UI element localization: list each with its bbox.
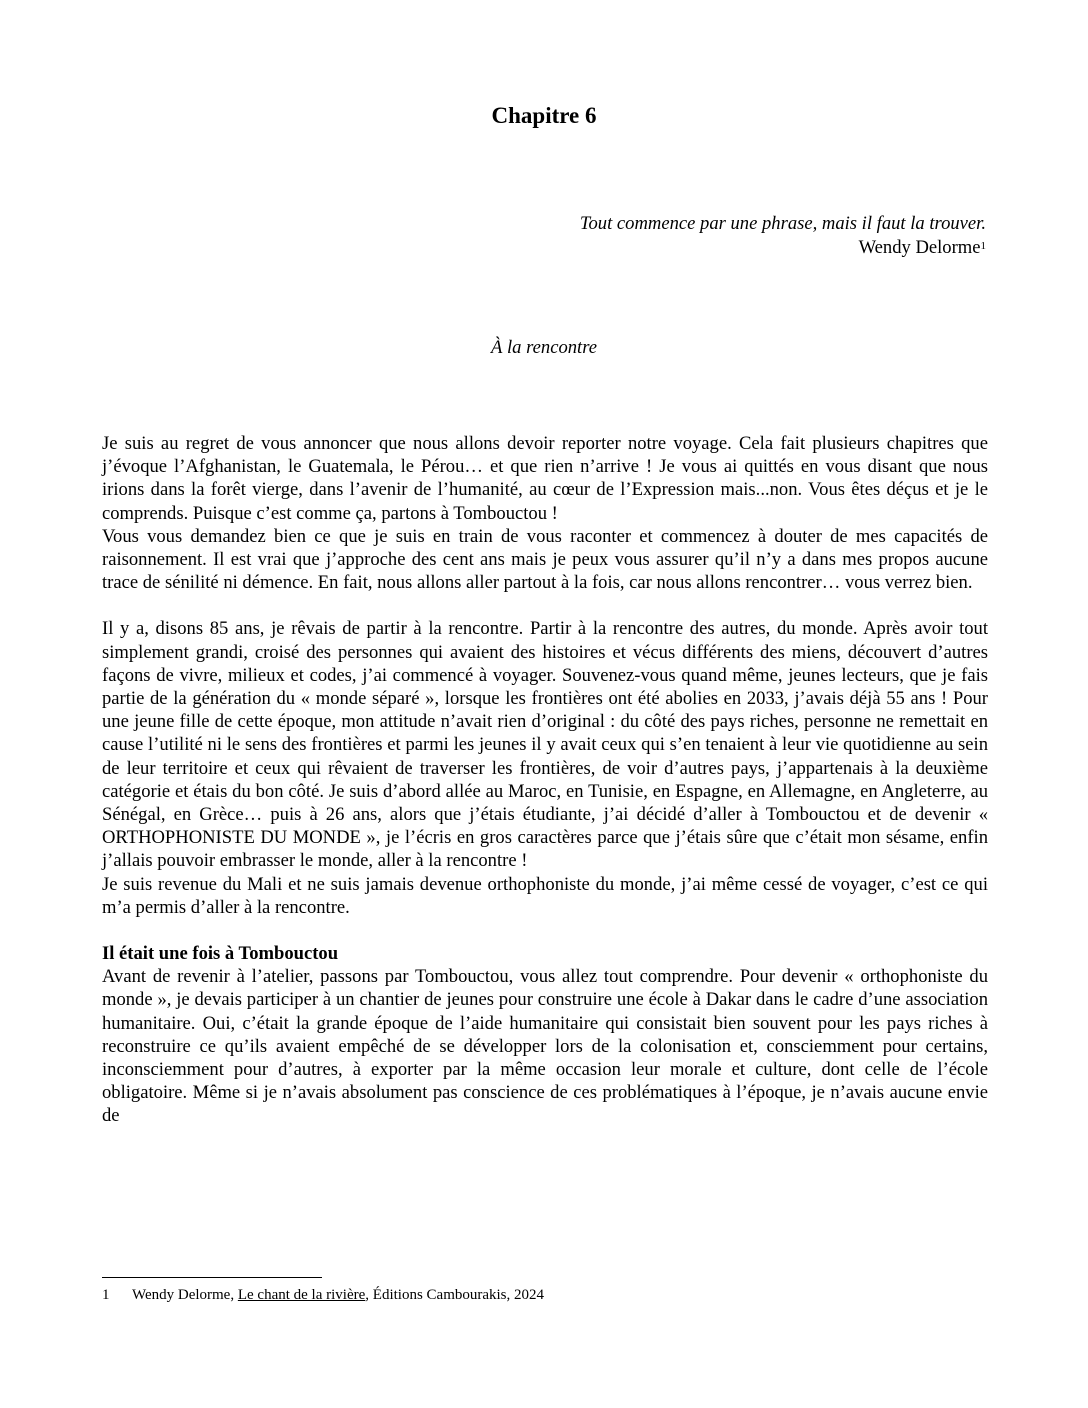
epigraph-quote: Tout commence par une phrase, mais il faut la trouver. <box>579 213 986 234</box>
footnote-author: Wendy Delorme, <box>132 1287 238 1303</box>
paragraph: Avant de revenir à l’atelier, passons par Tombouctou, vous allez tout comprendre. Pour devenir « orthophoniste du monde », je devais participer à un chantier de jeunes pour construire une école à Dakar dans le cadre d’une association humanitaire. Oui, c’était la grande époque de l’aide humanitaire qui consistait bien souvent pour les pays riches à reconstruire ce qu’ils avaient empêché de se développer lors de la colonisation et, consciemment pour certains, inconsciemment pour d’autres, à exporter par la même occasion leur morale et culture, dont celle de l’école obligatoire. Même si je n’avais absolument pas conscience de ces problématiques à l’époque, je n’avais aucune envie de <box>102 966 988 1127</box>
section-title: À la rencontre <box>490 337 598 358</box>
footnote <box>102 1286 988 1304</box>
chapter-title: Chapitre 6 <box>491 103 597 128</box>
footnote-book-title: Le chant de la rivière <box>237 1287 366 1303</box>
epigraph-author: Wendy Delorme <box>858 237 981 258</box>
paragraph: Vous vous demandez bien ce que je suis en train de vous raconter et commencez à douter de mes capacités de raisonnement. Il est vrai que j’approche des cent ans mais je peux vous assurer qu’il n’y a dans mes propos aucune trace de sénilité ni démence. En fait, nous allons aller partout à la fois, car nous allons rencontrer… vous verrez bien. <box>102 525 988 594</box>
footnote-separator <box>102 1277 322 1278</box>
paragraph: Je suis revenue du Mali et ne suis jamais devenue orthophoniste du monde, j’ai même cessé de voyager, c’est ce qui m’a permis d’aller à la rencontre. <box>102 873 988 918</box>
paragraph: Il y a, disons 85 ans, je rêvais de partir à la rencontre. Partir à la rencontre des autres, du monde. Après avoir tout simplement grandi, croisé des personnes qui avaient des histoires et vécus différents des miens, découvert d’autres façons de vivre, milieux et codes, j’ai commencé à voyager. Souvenez-vous quand même, jeunes lecteurs, que je fais partie de la génération du « monde séparé », lorsque les frontières ont été abolies en 2033, j’avais déjà 55 ans ! Pour une jeune fille de cette époque, mon attitude n’avait rien d’original : du côté des pays riches, personne ne remettait en cause l’utilité ni le sens des frontières et parmi les jeunes il y avait ceux qui s’en tenaient à leur vie quotidienne au sein de leur territoire et ceux qui rêvaient de traverser les frontières, de voir d’autres pays, j’appartenais à la deuxième catégorie et étais du bon côté. Je suis d’abord allée au Maroc, en Tunisie, en Espagne, en Allemagne, en Angleterre, au Sénégal, en Grèce… puis à 26 ans, alors que j’étais étudiante, j’ai décidé d’aller à Tombouctou et de devenir « ORTHOPHONISTE DU MONDE », je l’écris en gros caractères parce que j’étais sûre que c’était mon sésame, enfin j’allais pouvoir embrasser le monde, aller à la rencontre ! <box>102 618 988 872</box>
paragraph: Je suis au regret de vous annoncer que nous allons devoir reporter notre voyage. Cela fait plusieurs chapitres que j’évoque l’Afghanistan, le Guatemala, le Pérou… et que rien n’arrive ! Je vous ai quittés en vous disant que nous irions dans la forêt vierge, dans l’avenir de l’humanité, au cœur de l’Expression mais...non. Vous êtes déçus et je le comprends. Puisque c’est comme ça, partons à Tombouctou ! <box>102 433 988 524</box>
footnote-number: 1 <box>102 1287 110 1303</box>
subheading: Il était une fois à Tombouctou <box>102 943 339 965</box>
footnote-reference[interactable]: 1 <box>980 240 986 252</box>
epigraph-attribution <box>286 236 986 260</box>
body-text <box>102 432 988 1128</box>
footnote-publisher: , Éditions Cambourakis, 2024 <box>365 1287 545 1303</box>
epigraph <box>286 212 986 260</box>
